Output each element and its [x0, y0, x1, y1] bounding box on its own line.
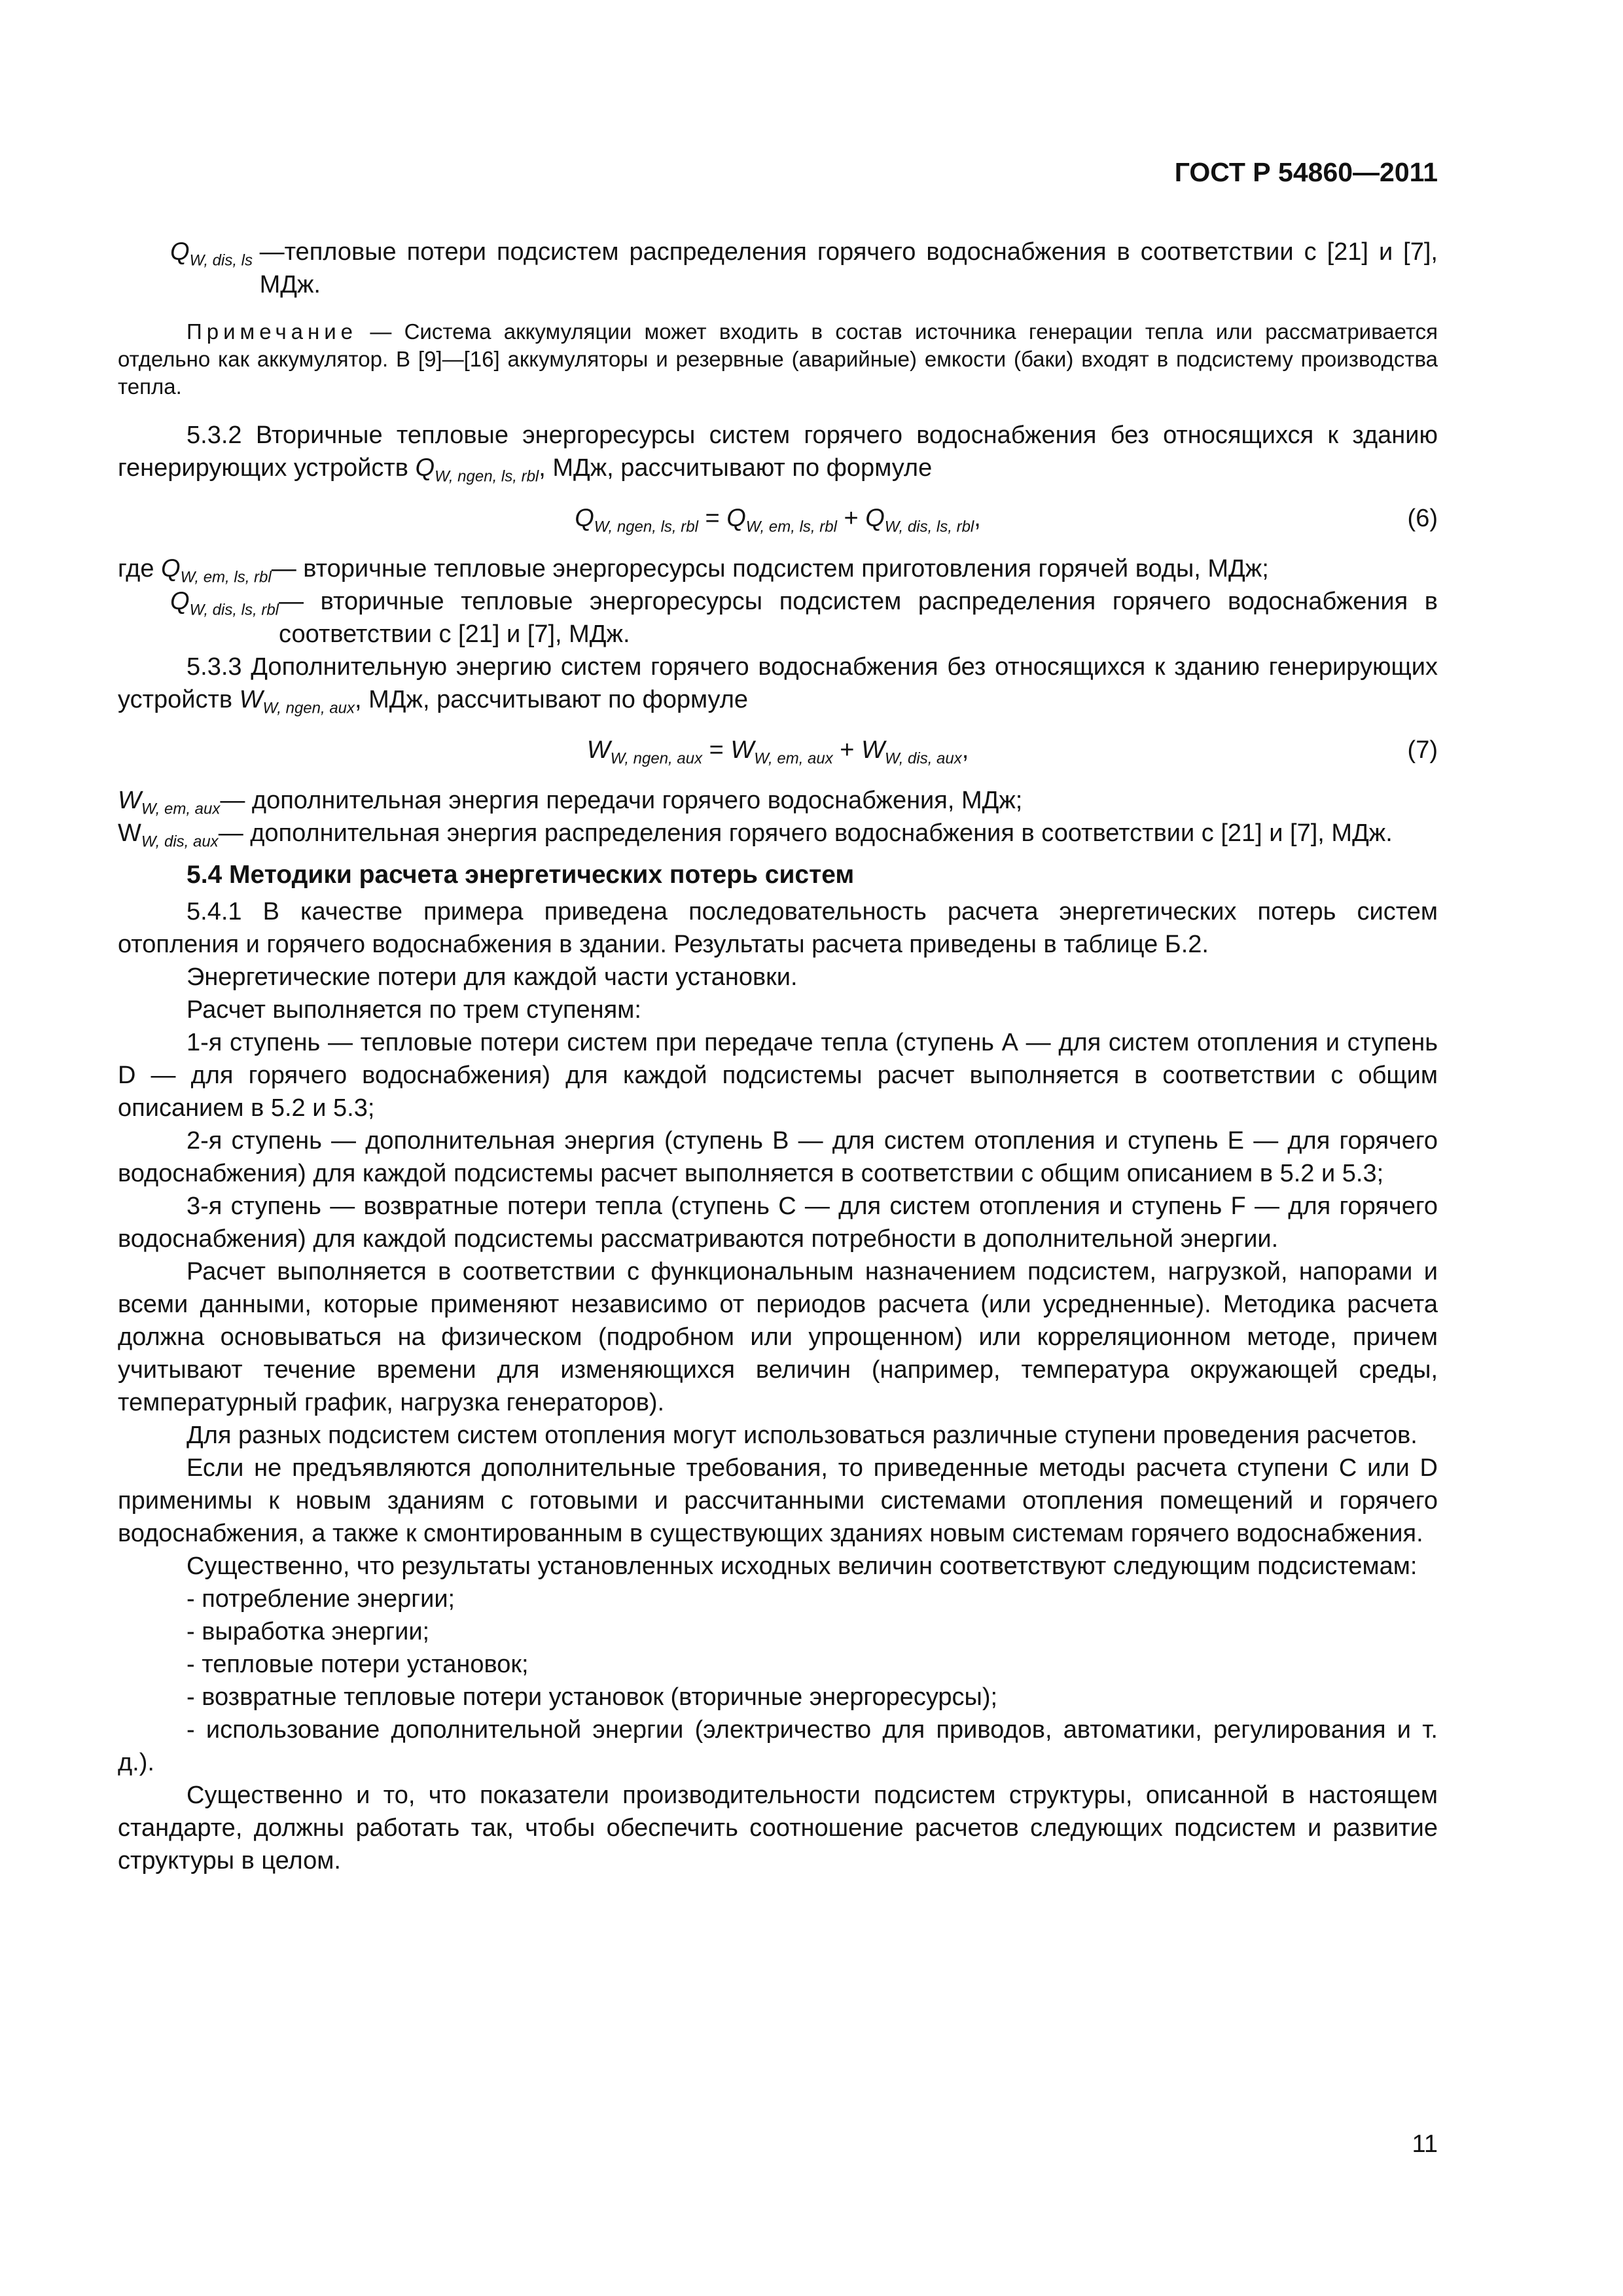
- list-item: - возвратные тепловые потери установок (вторичные энергоресурсы);: [187, 1683, 998, 1711]
- note: [118, 318, 1438, 401]
- paragraph: Существенно и то, что показатели производительности подсистем структуры, описанной в настоящем стандарте, должны работать так, чтобы обеспечить соотношение расчетов следующих подсистем и развитие структуры в целом.: [118, 1782, 1438, 1874]
- paragraph-5-3-2: 5.3.2 Вторичные тепловые энергоресурсы систем горячего водоснабжения без относящихся к зданию генерирующих устройств $Q_{W, ngen, ls, rbl}$, МДж, рассчитывают по формуле: [118, 422, 1438, 486]
- paragraph: 2-я ступень — дополнительная энергия (ступень B — для систем отопления и ступень E — для горячего водоснабжения) для каждой подсистемы расчет выполняется в соответствии с общим описанием в 5.2 и 5.3;: [118, 1127, 1438, 1187]
- paragraph: Расчет выполняется в соответствии с функциональным назначением подсистем, нагрузкой, напорами и всеми данными, которые применяют независимо от периодов расчета (или усредненные). Методика расчета должна основываться на физическом (подробном или упрощенном) или корреляционном методе, причем учитывают течение времени для изменяющихся величин (например, температура окружающей среды, температурный график, нагрузка генераторов).: [118, 1258, 1438, 1416]
- section-heading: 5.4 Методики расчета энергетических потерь систем: [187, 861, 855, 889]
- paragraph: 1-я ступень — тепловые потери систем при передаче тепла (ступень А — для систем отопления и ступень D — для горячего водоснабжения) для каждой подсистемы расчет выполняется в соответствии с общим описанием в 5.2 и 5.3;: [118, 1029, 1438, 1122]
- page-content: [118, 236, 1438, 1877]
- definition-text: — дополнительная энергия распределения горячего водоснабжения в соответствии с [21] и [7], МДж.: [218, 819, 1393, 847]
- definition-row: [118, 784, 1438, 817]
- formula-7: [118, 730, 1438, 770]
- definition-text: —тепловые потери подсистем распределения горячего водоснабжения в соответствии с [21] и [7], МДж.: [259, 238, 1438, 298]
- symbol: $W_{W, em, aux}$: [118, 787, 221, 818]
- definition-text: — вторичные тепловые энергоресурсы подсистем распределения горячего водоснабжения в соответствии с [21] и [7], МДж.: [279, 588, 1438, 648]
- definition-text: — вторичные тепловые энергоресурсы подсистем приготовления горячей воды, МДж;: [271, 555, 1269, 583]
- definition-text: — дополнительная энергия передачи горячего водоснабжения, МДж;: [220, 787, 1023, 814]
- paragraph: Энергетические потери для каждой части установки.: [187, 963, 798, 991]
- note-text: — Система аккумуляции может входить в состав источника генерации тепла или рассматривается отдельно как аккумулятор. В [9]—[16] аккумуляторы и резервные (аварийные) емкости (баки) входят в подсистему производства тепла.: [118, 319, 1438, 399]
- list-item: - использование дополнительной энергии (электричество для приводов, автоматики, регулирования и т. д.).: [118, 1716, 1438, 1776]
- formula-6: [118, 499, 1438, 538]
- note-heading: Примечание: [187, 319, 358, 344]
- paragraph: Существенно, что результаты установленных исходных величин соответствуют следующим подсистемам:: [187, 1552, 1418, 1580]
- formula-number: (7): [1407, 736, 1438, 764]
- definition-row: [118, 585, 1438, 651]
- paragraph: Если не предъявляются дополнительные требования, то приведенные методы расчета ступени C или D применимы к новым зданиям с готовыми и рассчитанными системами отопления помещений и горячего водоснабжения, а также к смонтированным в существующих зданиях новым системам горячего водоснабжения.: [118, 1454, 1438, 1547]
- paragraph: 3-я ступень — возвратные потери тепла (ступень C — для систем отопления и ступень F — для горячего водоснабжения) для каждой подсистемы рассматриваются потребности в дополнительной энергии.: [118, 1193, 1438, 1253]
- formula-body: $Q_{W, ngen, ls, rbl} = Q_{W, em, ls, rbl} + Q_{W, dis, ls, rbl}$,: [575, 505, 981, 536]
- symbol: где $Q_{W, em, ls, rbl}$: [118, 555, 272, 586]
- definition-row: [118, 817, 1438, 850]
- paragraph: Расчет выполняется по трем ступеням:: [187, 996, 641, 1024]
- symbol: $Q_{W, dis, ls}$: [170, 238, 253, 270]
- paragraph: 5.4.1 В качестве примера приведена последовательность расчета энергетических потерь систем отопления и горячего водоснабжения в здании. Результаты расчета приведены в таблице Б.2.: [118, 898, 1438, 958]
- definition-row: [118, 552, 1438, 585]
- formula-body: $W_{W, ngen, aux} = W_{W, em, aux} + W_{W, dis, aux}$,: [586, 736, 969, 768]
- symbol: $Q_{W, dis, ls, rbl}$: [170, 588, 279, 619]
- paragraph-5-3-3: 5.3.3 Дополнительную энергию систем горячего водоснабжения без относящихся к зданию генерирующих устройств $W_{W, ngen, aux}$, МДж, рассчитывают по формуле: [118, 653, 1438, 717]
- page-number: 11: [1412, 2130, 1438, 2158]
- formula-number: (6): [1407, 505, 1438, 532]
- symbol: $W_{W, dis, aux}$: [118, 819, 219, 851]
- list-item: - потребление энергии;: [187, 1585, 455, 1613]
- list-item: - выработка энергии;: [187, 1618, 430, 1645]
- document-id: ГОСТ Р 54860—2011: [1174, 157, 1438, 187]
- list-item: - тепловые потери установок;: [187, 1651, 529, 1678]
- paragraph: Для разных подсистем систем отопления могут использоваться различные ступени проведения расчетов.: [187, 1422, 1418, 1449]
- definition-row: [118, 236, 1438, 301]
